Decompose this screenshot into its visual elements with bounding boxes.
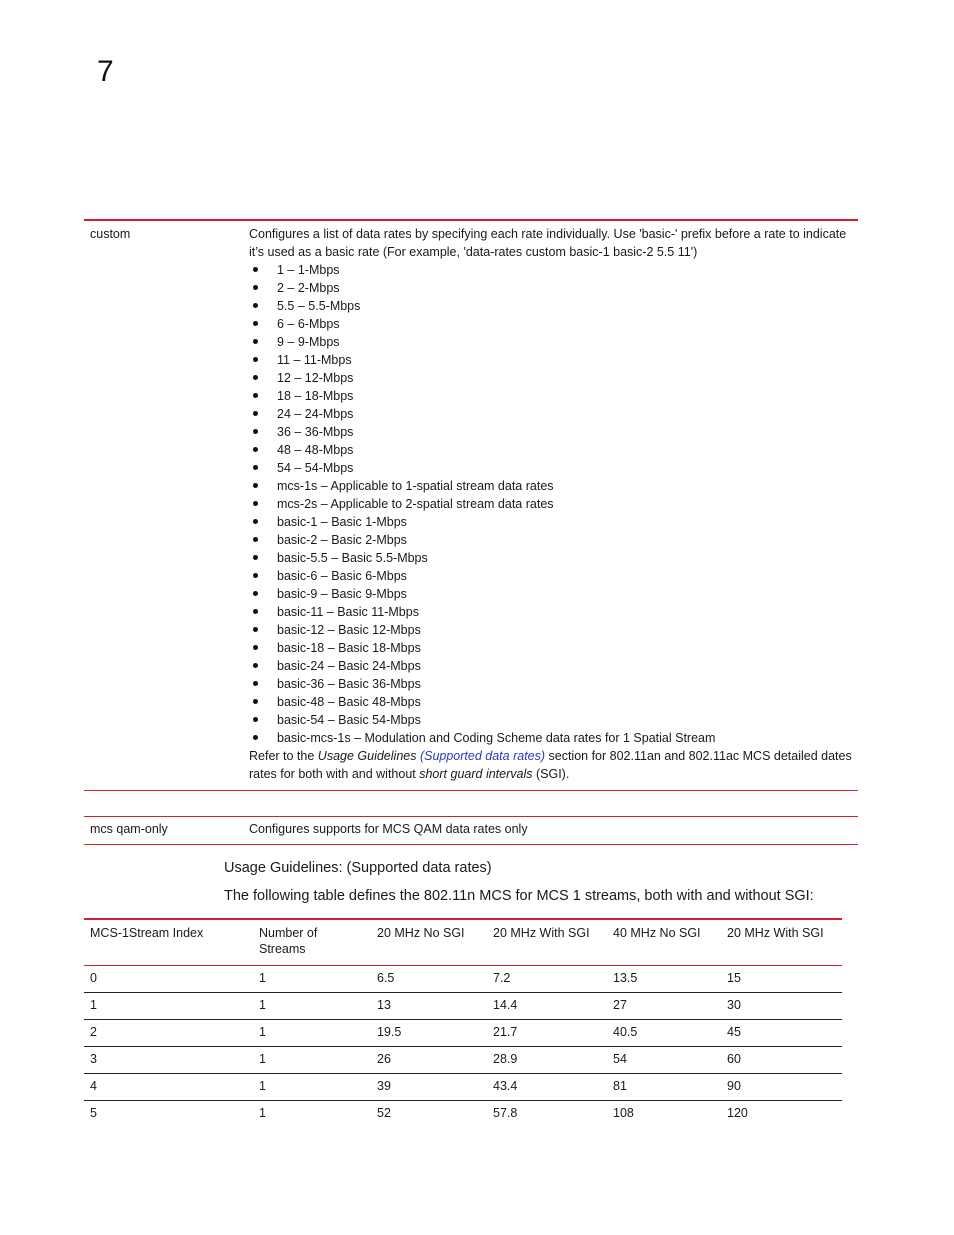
custom-row (84, 221, 858, 790)
rate-list-item: 2 – 2-Mbps (249, 279, 858, 297)
table-body (84, 966, 842, 1128)
usage-intro: The following table defines the 802.11n MCS for MCS 1 streams, both with and without SGI: (224, 888, 814, 904)
table-cell: 90 (727, 1079, 741, 1093)
rate-list-item: 54 – 54-Mbps (249, 459, 858, 477)
table-row (84, 1047, 842, 1074)
header-cell: 20 MHz With SGI (493, 926, 590, 940)
table-cell: 2 (90, 1025, 97, 1039)
table-cell: 40.5 (613, 1025, 638, 1039)
table-cell: 30 (727, 998, 741, 1012)
header-cell: Number of Streams (259, 926, 318, 956)
table-cell: 52 (377, 1106, 391, 1120)
header-cell: 40 MHz No SGI (613, 926, 701, 940)
usage-label: Usage Guidelines: (224, 860, 343, 876)
rate-list-item: basic-1 – Basic 1-Mbps (249, 513, 858, 531)
table-cell: 14.4 (493, 998, 518, 1012)
custom-definition-table (84, 219, 858, 791)
mcs-qam-term: mcs qam-only (90, 822, 168, 836)
rate-list-item: 18 – 18-Mbps (249, 387, 858, 405)
table-header-row (84, 919, 842, 966)
table-cell: 1 (259, 971, 266, 985)
rate-list-item: basic-54 – Basic 54-Mbps (249, 711, 858, 729)
table-cell: 1 (259, 1079, 266, 1093)
table-cell: 21.7 (493, 1025, 518, 1039)
table-row (84, 1074, 842, 1101)
table-cell: 27 (613, 998, 627, 1012)
custom-term: custom (90, 227, 131, 241)
table-row (84, 1101, 842, 1128)
custom-description (249, 225, 858, 783)
rate-list-item: 9 – 9-Mbps (249, 333, 858, 351)
rate-list-item: basic-9 – Basic 9-Mbps (249, 585, 858, 603)
table-cell: 1 (90, 998, 97, 1012)
table-cell: 1 (259, 1052, 266, 1066)
rate-list-item: 11 – 11-Mbps (249, 351, 858, 369)
mcs-qam-description: Configures supports for MCS QAM data rates only (249, 822, 528, 836)
table-cell: 108 (613, 1106, 634, 1120)
table-cell: 6.5 (377, 971, 395, 985)
rate-list-item: basic-2 – Basic 2-Mbps (249, 531, 858, 549)
refer-usage-guidelines: Usage Guidelines (317, 749, 417, 763)
rate-list-item: basic-mcs-1s – Modulation and Coding Scheme data rates for 1 Spatial Stream (249, 729, 858, 747)
rate-list (249, 261, 858, 747)
chapter-number: 7 (97, 55, 114, 88)
table-cell: 45 (727, 1025, 741, 1039)
table-cell: 0 (90, 971, 97, 985)
usage-heading (224, 858, 854, 878)
table-cell: 57.8 (493, 1106, 518, 1120)
refer-suffix: (SGI). (532, 767, 570, 781)
table-cell: 60 (727, 1052, 741, 1066)
table-cell: 13 (377, 998, 391, 1012)
rate-list-item: mcs-1s – Applicable to 1-spatial stream data rates (249, 477, 858, 495)
mcs-qam-row (84, 817, 858, 844)
table-cell: 7.2 (493, 971, 511, 985)
table-row (84, 1020, 842, 1047)
rate-list-item: basic-48 – Basic 48-Mbps (249, 693, 858, 711)
rate-list-item: basic-11 – Basic 11-Mbps (249, 603, 858, 621)
custom-intro: Configures a list of data rates by specifying each rate individually. Use 'basic-' prefix before a rate to indicate it’s used as a basic rate (For example, 'data-rates custom basic-1 basic-2 5.5 11') (249, 227, 847, 259)
table-row (84, 966, 842, 993)
usage-title: (Supported data rates) (342, 860, 492, 876)
rate-list-item: basic-5.5 – Basic 5.5-Mbps (249, 549, 858, 567)
refer-note (249, 747, 858, 783)
header-cell: 20 MHz With SGI (727, 926, 824, 940)
table-cell: 28.9 (493, 1052, 518, 1066)
table-cell: 1 (259, 1106, 266, 1120)
table-row (84, 993, 842, 1020)
table-cell: 26 (377, 1052, 391, 1066)
rate-list-item: mcs-2s – Applicable to 2-spatial stream data rates (249, 495, 858, 513)
table-cell: 15 (727, 971, 741, 985)
mcs-rates-table (84, 918, 842, 1127)
rate-list-item: basic-18 – Basic 18-Mbps (249, 639, 858, 657)
rate-list-item: basic-12 – Basic 12-Mbps (249, 621, 858, 639)
table-cell: 81 (613, 1079, 627, 1093)
table-cell: 43.4 (493, 1079, 518, 1093)
rate-list-item: basic-36 – Basic 36-Mbps (249, 675, 858, 693)
refer-sgi-term: short guard intervals (419, 767, 533, 781)
rate-list-item: 36 – 36-Mbps (249, 423, 858, 441)
rate-list-item: basic-6 – Basic 6-Mbps (249, 567, 858, 585)
header-cell: MCS-1Stream Index (90, 926, 204, 940)
table-cell: 4 (90, 1079, 97, 1093)
supported-data-rates-link[interactable]: (Supported data rates) (419, 749, 546, 763)
refer-mid: section for 802.11an and 802.11ac MCS detailed dates rates for both with and without (249, 749, 852, 781)
table-bottom-rule (84, 790, 858, 791)
rate-list-item: basic-24 – Basic 24-Mbps (249, 657, 858, 675)
table-cell: 3 (90, 1052, 97, 1066)
table-cell: 54 (613, 1052, 627, 1066)
rate-list-item: 24 – 24-Mbps (249, 405, 858, 423)
rate-list-item: 48 – 48-Mbps (249, 441, 858, 459)
table-cell: 120 (727, 1106, 748, 1120)
table-cell: 1 (259, 998, 266, 1012)
refer-prefix: Refer to the (249, 749, 318, 763)
table-bottom-rule (84, 844, 858, 845)
table-cell: 39 (377, 1079, 391, 1093)
table-cell: 1 (259, 1025, 266, 1039)
rate-list-item: 6 – 6-Mbps (249, 315, 858, 333)
rate-list-item: 5.5 – 5.5-Mbps (249, 297, 858, 315)
usage-guidelines (224, 858, 854, 914)
header-cell: 20 MHz No SGI (377, 926, 465, 940)
rate-list-item: 12 – 12-Mbps (249, 369, 858, 387)
mcs-qam-table (84, 816, 858, 845)
table-cell: 13.5 (613, 971, 638, 985)
rate-list-item: 1 – 1-Mbps (249, 261, 858, 279)
table-cell: 19.5 (377, 1025, 402, 1039)
table-cell: 5 (90, 1106, 97, 1120)
